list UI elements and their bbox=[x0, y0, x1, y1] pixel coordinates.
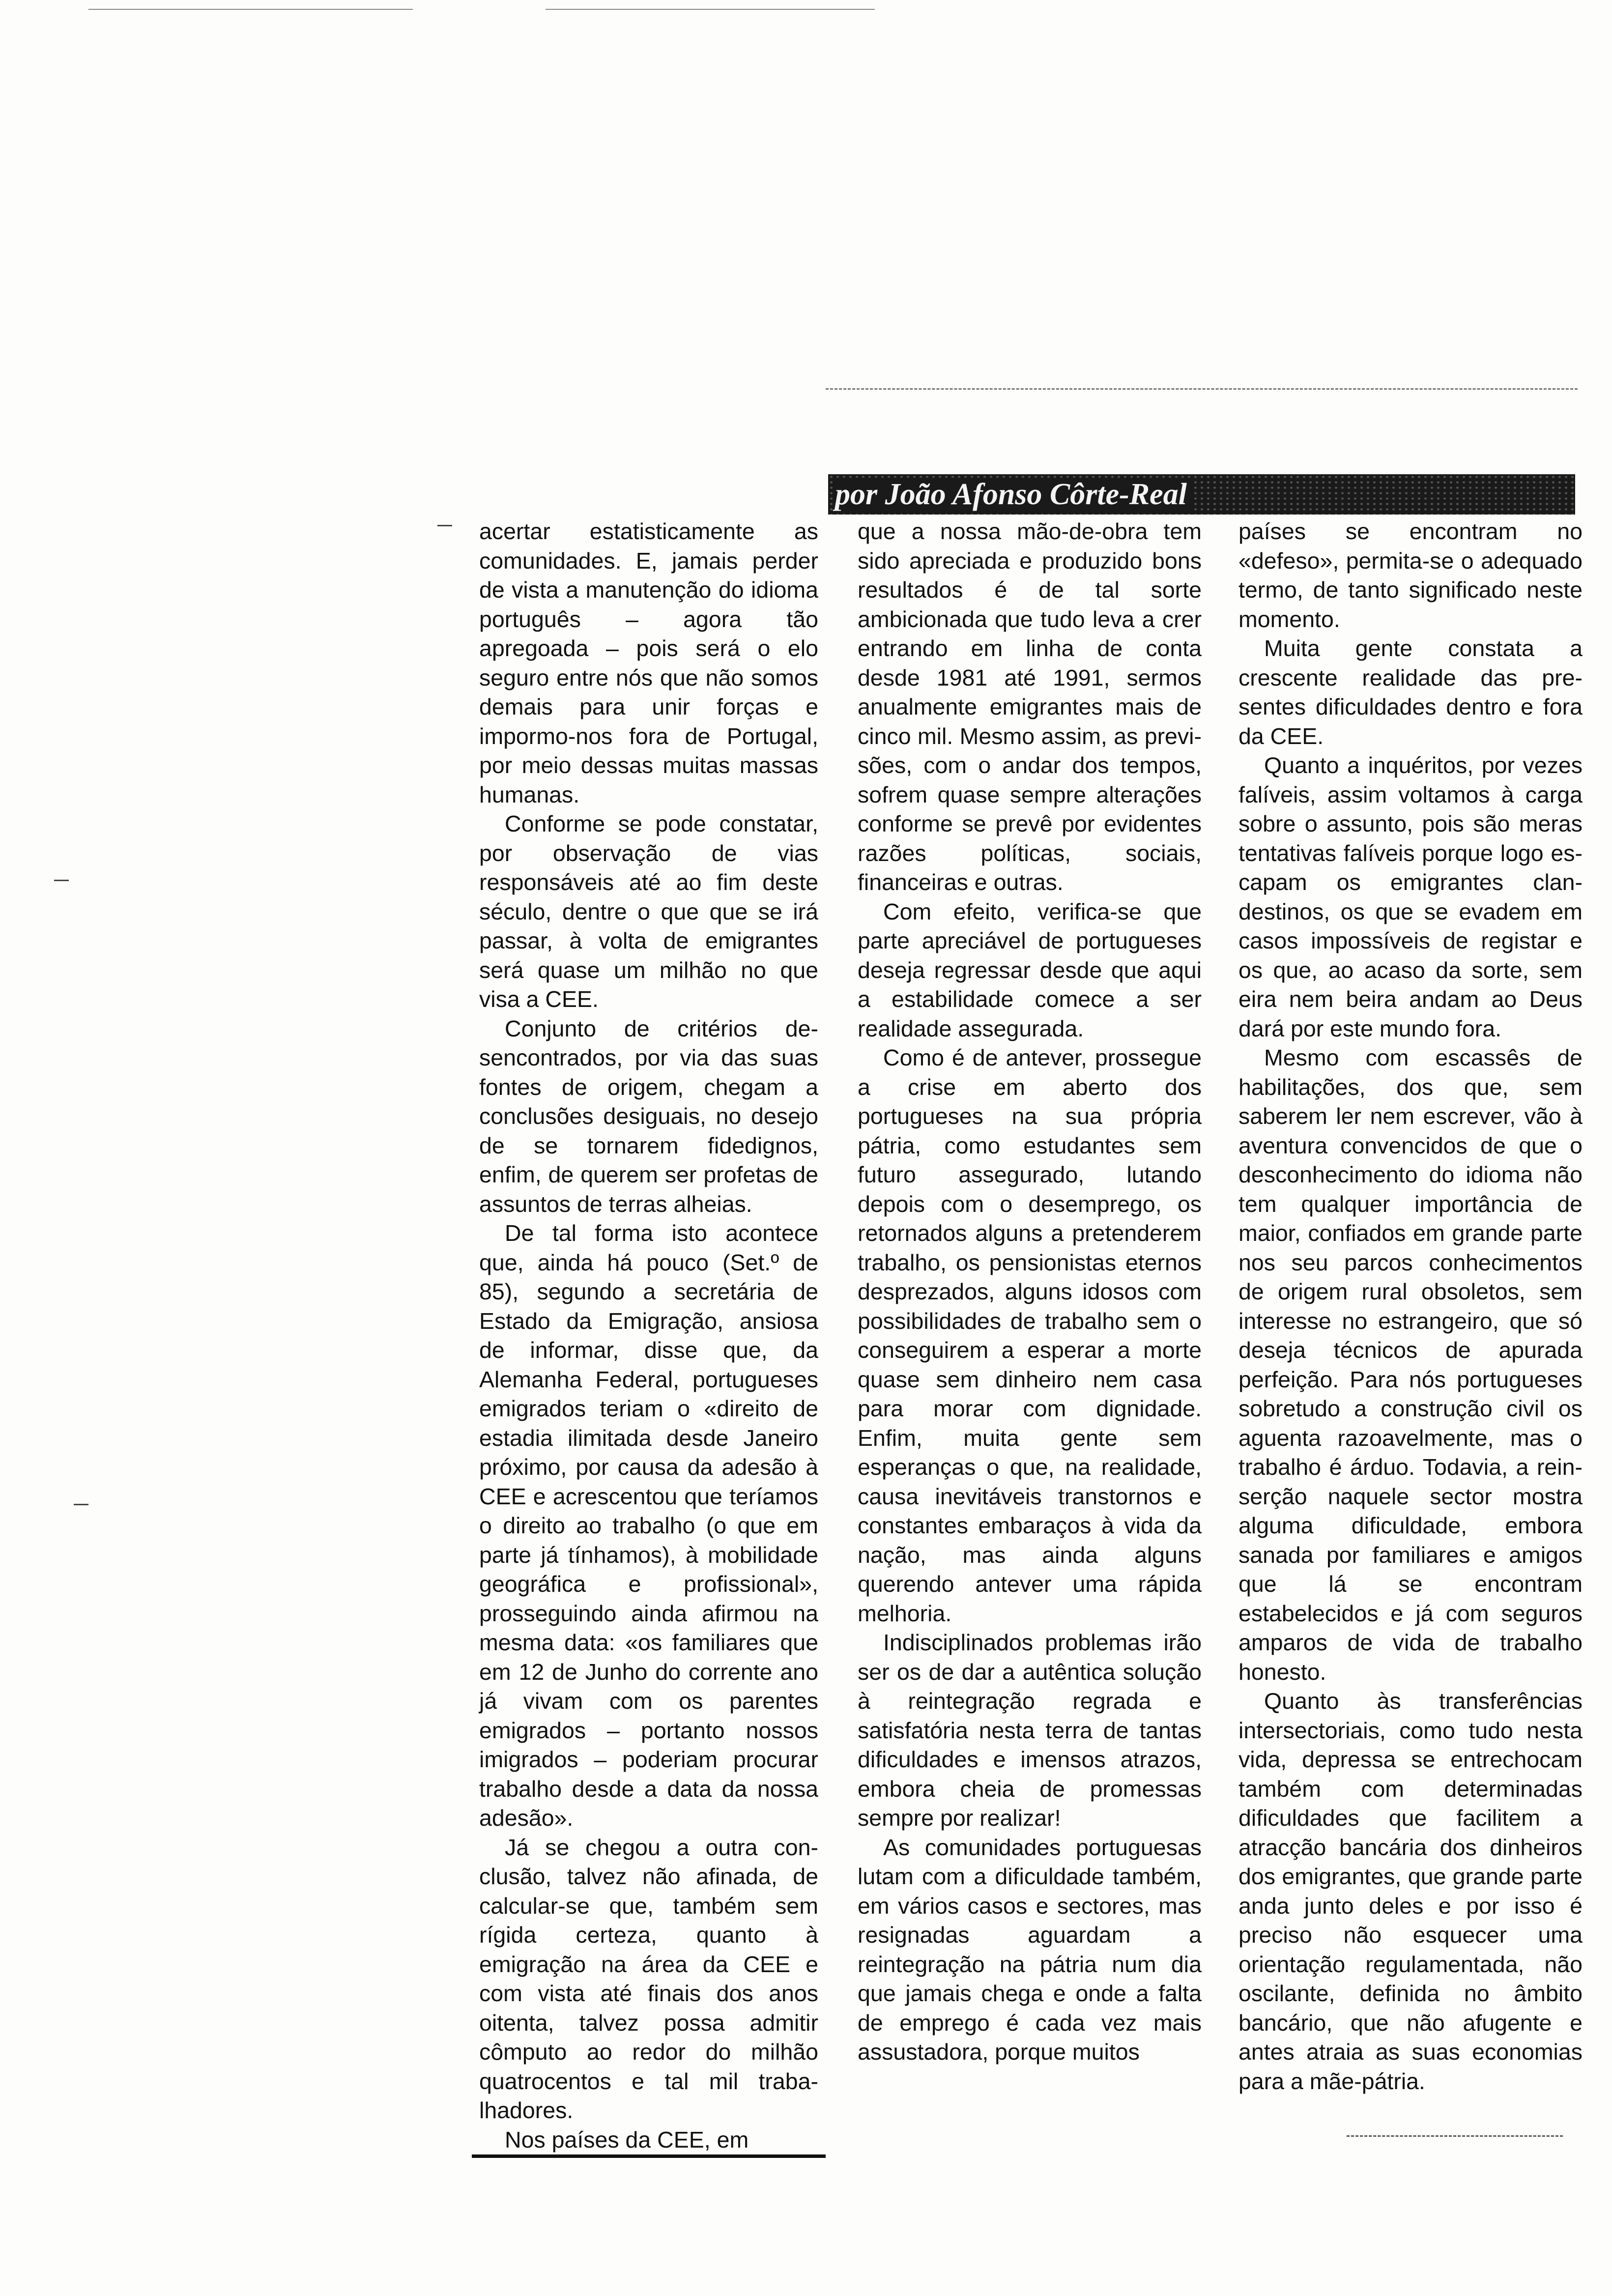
paragraph: Mesmo com escassês de habilitações, dos que, sem saberem ler nem escrever, vão à aventura convencidos de que o desconhecimento do idioma não tem qualquer importância de maior, confiados em grande parte nos seu parcos conhecimentos de origem rural obsoletos, sem interesse no estrangeiro, que só deseja técnicos de apurada perfeição. Para nós portugueses sobretudo a construção civil os aguenta razoavelmente, mas o trabalho é árduo. Todavia, a reinserção naquele sector mostra alguma dificuldade, embora sanada por familiares e amigos que lá se encontram estabelecidos e já com seguros amparos de vida de trabalho honesto. bbox=[1238, 1045, 1583, 1685]
bottom-rule bbox=[472, 2154, 826, 2158]
byline-text: por João Afonso Côrte-Real bbox=[835, 478, 1194, 511]
paragraph: Com efeito, verifica-se que parte apreciável de portugueses deseja regressar desde que aqui a estabilidade comece a ser realidade assegurada. bbox=[858, 898, 1202, 1041]
paragraph: Quanto a inquéritos, por vezes falíveis, assim voltamos à carga sobre o assunto, pois são meras tentativas falíveis porque logo escapam os emigrantes clandestinos, os que se evadem em casos impossíveis de registar e os que, ao acaso da sorte, sem eira nem beira andam ao Deus dará por este mundo fora. bbox=[1238, 752, 1583, 1041]
paragraph: Quanto às transferências intersectoriais, como tudo nesta vida, depressa se entrechocam também com determinadas dificuldades que facilitem a atracção bancária dos dinheiros dos emigrantes, que grande parte anda junto deles e por isso é preciso não esquecer uma orientação regulamentada, não oscilante, definida no âmbito bancário, que não afugente e antes atraia as suas economias para a mãe-pátria. bbox=[1238, 1688, 1583, 2094]
paragraph: acertar estatisticamente as comunidades. E, jamais perder de vista a manutenção do idioma português – agora tão apregoada – pois será o elo seguro entre nós que não somos demais para unir forças e impormo-nos fora de Portugal, por meio dessas muitas massas humanas. bbox=[479, 518, 818, 807]
margin-mark bbox=[54, 880, 69, 881]
paragraph: Muita gente constata a crescente realidade das presentes dificuldades dentro e fora da CEE. bbox=[1238, 635, 1583, 749]
paragraph: países se encontram no «defeso», permita-se o adequado termo, de tanto significado neste momento. bbox=[1238, 518, 1583, 632]
byline-banner bbox=[828, 474, 1575, 515]
paragraph: As comunidades portuguesas lutam com a dificuldade também, em vários casos e sectores, mas resignadas aguardam a reintegração na pátria num dia que jamais chega e onde a falta de emprego é cada vez mais assustadora, porque muitos bbox=[858, 1834, 1202, 2065]
clipping-edge-top bbox=[826, 388, 1578, 390]
paragraph: De tal forma isto acontece que, ainda há pouco (Set.º de 85), segundo a secretária de Estado da Emigração, ansiosa de informar, disse que, da Alemanha Federal, portugueses emigrados teriam o «direito de estadia ilimitada desde Janeiro próximo, por causa da adesão à CEE e acrescentou que teríamos o direito ao trabalho (o que em parte já tínhamos), à mobilidade geográfica e profissional», prosseguindo ainda afirmou na mesma data: «os familiares que em 12 de Junho do corrente ano já vivam com os parentes emigrados – portanto nossos imigrados – poderiam procurar trabalho desde a data da nossa adesão». bbox=[479, 1220, 818, 1831]
margin-mark bbox=[74, 1504, 88, 1505]
paragraph: que a nossa mão-de-obra tem sido apreciada e produzido bons resultados é de tal sorte ambicionada que tudo leva a crer entrando em linha de conta desde 1981 até 1991, sermos anualmente emigrantes mais de cinco mil. Mesmo assim, as previsões, com o andar dos tempos, sofrem quase sempre alterações conforme se prevê por evidentes razões políticas, sociais, financeiras e outras. bbox=[858, 518, 1202, 895]
paragraph: Conforme se pode constatar, por observação de vias responsáveis até ao fim deste século, dentre o que que se irá passar, à volta de emigrantes será quase um milhão no que visa a CEE. bbox=[479, 811, 818, 1012]
paragraph: Já se chegou a outra conclusão, talvez não afinada, de calcular-se que, também sem rígida certeza, quanto à emigração na área da CEE e com vista até finais dos anos oitenta, talvez possa admitir cômputo ao redor do milhão quatrocentos e tal mil trabalhadores. bbox=[479, 1834, 818, 2123]
margin-mark bbox=[437, 525, 452, 526]
article-column-2 bbox=[858, 517, 1202, 2067]
paragraph: Como é de antever, prossegue a crise em aberto dos portugueses na sua própria pátria, como estudantes sem futuro assegurado, lutando depois com o desemprego, os retornados alguns a pretenderem trabalho, os pensionistas eternos desprezados, alguns idosos com possibilidades de trabalho sem o conseguirem a esperar a morte quase sem dinheiro nem casa para morar com dignidade. Enfim, muita gente sem esperanças o que, na realidade, causa inevitáveis transtornos e constantes embaraços à vida da nação, mas ainda alguns querendo antever uma rápida melhoria. bbox=[858, 1045, 1202, 1626]
end-mark-line bbox=[1347, 2135, 1563, 2137]
paragraph: Nos países da CEE, em bbox=[505, 2126, 749, 2152]
paragraph: Indisciplinados problemas irão ser os de dar a autêntica solução à reintegração regrada e satisfatória nesta terra de tantas dificuldades e imensos atrazos, embora cheia de promessas sempre por realizar! bbox=[858, 1630, 1202, 1831]
article-column-1 bbox=[479, 517, 818, 2154]
article-column-3 bbox=[1238, 517, 1583, 2096]
paragraph: Conjunto de critérios desencontrados, por via das suas fontes de origem, chegam a conclusões desiguais, no desejo de se tornarem fidedignos, enfim, de querem ser profetas de assuntos de terras alheias. bbox=[479, 1015, 818, 1217]
top-border-right bbox=[546, 9, 875, 10]
top-border-left bbox=[88, 9, 413, 10]
